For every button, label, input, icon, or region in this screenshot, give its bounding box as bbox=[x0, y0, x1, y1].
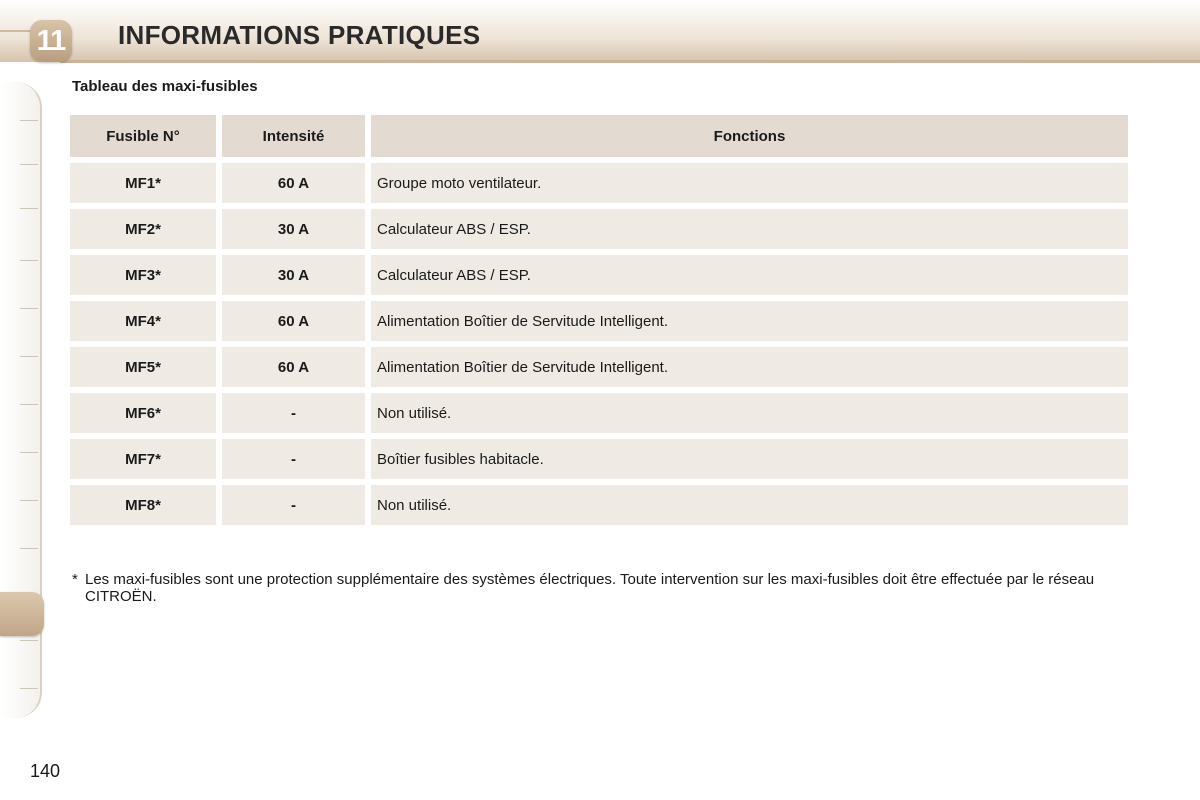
table-row bbox=[70, 393, 1128, 433]
amperage-cell: - bbox=[222, 393, 365, 433]
amperage-cell: 30 A bbox=[222, 255, 365, 295]
fuse-cell: MF6* bbox=[70, 393, 216, 433]
rail-tick bbox=[20, 688, 38, 689]
amperage-cell: 60 A bbox=[222, 347, 365, 387]
rail-tick bbox=[20, 404, 38, 405]
rail-tick bbox=[20, 452, 38, 453]
fuse-cell: MF4* bbox=[70, 301, 216, 341]
section-title: Tableau des maxi-fusibles bbox=[72, 78, 258, 95]
footnote-marker: * bbox=[72, 571, 78, 588]
function-cell: Non utilisé. bbox=[371, 485, 1128, 525]
table-header-row bbox=[70, 115, 1128, 157]
chapter-title: INFORMATIONS PRATIQUES bbox=[118, 20, 481, 50]
rail-tick bbox=[20, 120, 38, 121]
amperage-cell: 30 A bbox=[222, 209, 365, 249]
fuse-cell: MF3* bbox=[70, 255, 216, 295]
column-header-function: Fonctions bbox=[371, 115, 1128, 157]
fuse-cell: MF5* bbox=[70, 347, 216, 387]
rail-tick bbox=[20, 356, 38, 357]
amperage-cell: - bbox=[222, 439, 365, 479]
function-cell: Groupe moto ventilateur. bbox=[371, 163, 1128, 203]
amperage-cell: - bbox=[222, 485, 365, 525]
function-cell: Calculateur ABS / ESP. bbox=[371, 255, 1128, 295]
amperage-cell: 60 A bbox=[222, 301, 365, 341]
function-cell: Alimentation Boîtier de Servitude Intelligent. bbox=[371, 347, 1128, 387]
active-chapter-tab[interactable] bbox=[0, 592, 44, 636]
rail-tick bbox=[20, 500, 38, 501]
rail-tick bbox=[20, 164, 38, 165]
function-cell: Calculateur ABS / ESP. bbox=[371, 209, 1128, 249]
table-row bbox=[70, 485, 1128, 525]
fuse-table bbox=[64, 109, 1134, 531]
function-cell: Alimentation Boîtier de Servitude Intelligent. bbox=[371, 301, 1128, 341]
amperage-cell: 60 A bbox=[222, 163, 365, 203]
function-cell: Non utilisé. bbox=[371, 393, 1128, 433]
fuse-cell: MF8* bbox=[70, 485, 216, 525]
footnote bbox=[72, 571, 1132, 605]
page-number: 140 bbox=[30, 761, 61, 781]
rail-tick bbox=[20, 640, 38, 641]
footnote-text: Les maxi-fusibles sont une protection supplémentaire des systèmes électriques. Toute intervention sur les maxi-fusibles doit être effectuée par le réseau CITROËN. bbox=[85, 571, 1095, 605]
table-row bbox=[70, 301, 1128, 341]
chapter-badge: 11 bbox=[30, 20, 72, 62]
rail-tick bbox=[20, 548, 38, 549]
rail-tick bbox=[20, 308, 38, 309]
table-row bbox=[70, 163, 1128, 203]
table-row bbox=[70, 439, 1128, 479]
function-cell: Boîtier fusibles habitacle. bbox=[371, 439, 1128, 479]
table-row bbox=[70, 209, 1128, 249]
rail-tick bbox=[20, 208, 38, 209]
column-header-fuse: Fusible N° bbox=[70, 115, 216, 157]
fuse-cell: MF7* bbox=[70, 439, 216, 479]
header-rule bbox=[60, 60, 1200, 63]
rail-tick bbox=[20, 260, 38, 261]
fuse-cell: MF2* bbox=[70, 209, 216, 249]
table-row bbox=[70, 347, 1128, 387]
column-header-amperage: Intensité bbox=[222, 115, 365, 157]
table-row bbox=[70, 255, 1128, 295]
fuse-cell: MF1* bbox=[70, 163, 216, 203]
